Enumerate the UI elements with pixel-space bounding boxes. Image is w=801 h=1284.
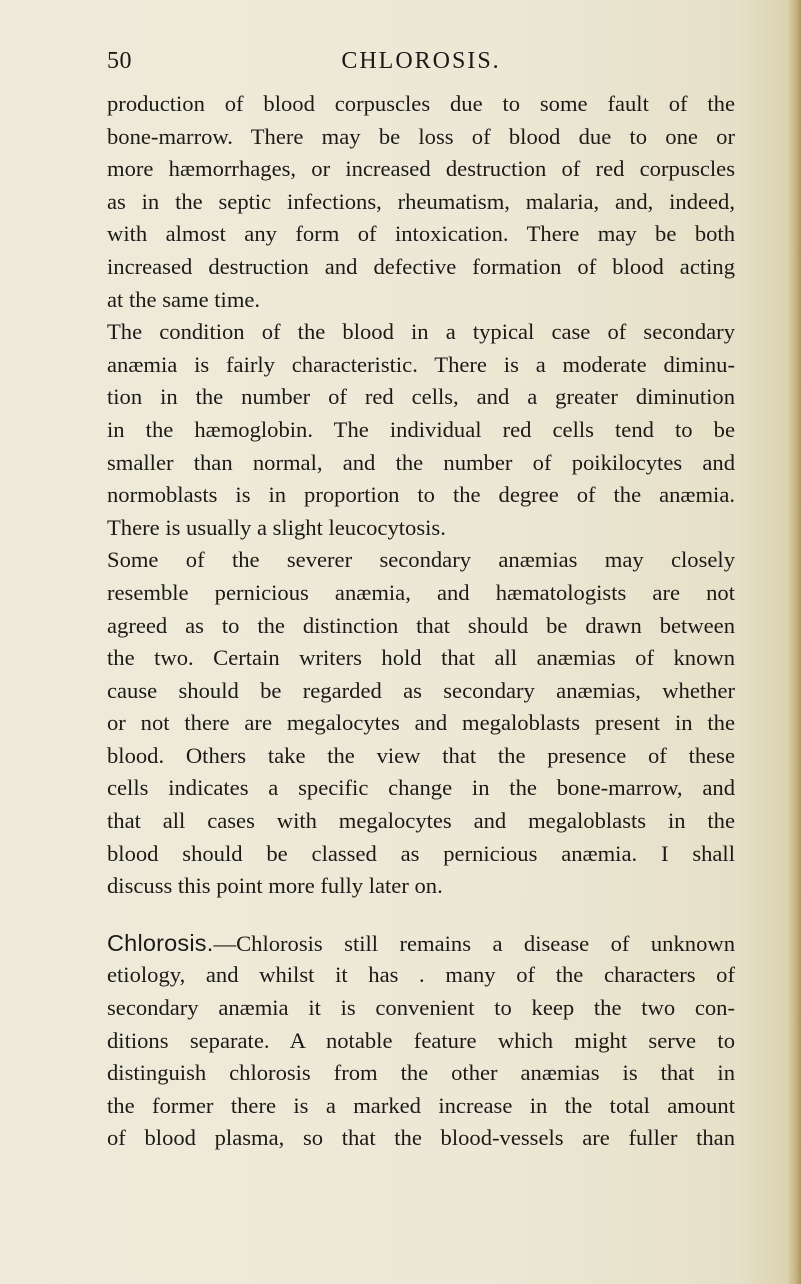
text-line: as in the septic infections, rheumatism, malaria, and, indeed, <box>107 188 735 214</box>
section-chlorosis <box>107 927 735 1155</box>
text-line: or not there are megalocytes and megaloblasts present in the <box>107 710 735 736</box>
text-line: at the same time. <box>107 286 261 312</box>
text-line: blood. Others take the view that the presence of these <box>107 742 735 768</box>
text-line: bone-marrow. There may be loss of blood due to one or <box>107 123 735 149</box>
text-line: discuss this point more fully later on. <box>107 873 443 899</box>
text-line: in the hæmoglobin. The individual red cells tend to be <box>107 416 735 442</box>
text-line: anæmia is fairly characteristic. There is a moderate diminu- <box>107 351 735 377</box>
text-line: more hæmorrhages, or increased destruction of red corpuscles <box>107 156 735 182</box>
text-line: the former there is a marked increase in the total amount <box>107 1092 735 1118</box>
text-line: production of blood corpuscles due to some fault of the <box>107 91 735 116</box>
text-line: blood should be classed as pernicious anæmia. I shall <box>107 840 735 866</box>
paragraph-blood-condition <box>107 316 735 544</box>
text-line: resemble pernicious anæmia, and hæmatologists are not <box>107 579 735 605</box>
running-title: CHLOROSIS. <box>341 48 501 74</box>
paragraph-causes <box>107 88 735 316</box>
text-line: that all cases with megalocytes and megaloblasts in the <box>107 808 735 834</box>
text-line: smaller than normal, and the number of poikilocytes and <box>107 449 735 475</box>
text-line: Some of the severer secondary anæmias may closely <box>107 547 735 573</box>
text-line: of blood plasma, so that the blood-vessels are fuller than <box>107 1125 735 1151</box>
text-line: normoblasts is in proportion to the degree of the anæmia. <box>107 482 735 508</box>
text-line: the two. Certain writers hold that all anæmias of known <box>107 645 735 671</box>
text-line: agreed as to the distinction that should be drawn between <box>107 612 735 638</box>
text-line: cells indicates a specific change in the bone-marrow, and <box>107 775 735 801</box>
text-line: increased destruction and defective formation of blood acting <box>107 253 735 279</box>
body-text <box>107 88 735 1155</box>
text-line: cause should be regarded as secondary anæmias, whether <box>107 677 735 703</box>
text-line: distinguish chlorosis from the other anæmias is that in <box>107 1060 735 1086</box>
text-line: etiology, and whilst it has . many of the characters of <box>107 962 735 988</box>
paragraph-severer-anaemias <box>107 544 735 903</box>
page-header <box>107 48 735 82</box>
text-line: with almost any form of intoxication. There may be both <box>107 221 735 247</box>
section-first-line <box>107 927 735 960</box>
page-number: 50 <box>107 48 132 74</box>
text-line: The condition of the blood in a typical case of secondary <box>107 319 735 345</box>
text-line: tion in the number of red cells, and a greater diminution <box>107 384 735 410</box>
text-line: ditions separate. A notable feature which might serve to <box>107 1027 735 1053</box>
text-line: secondary anæmia it is convenient to keep the two con- <box>107 995 735 1021</box>
section-heading: Chlorosis. <box>107 929 214 956</box>
section-first-line-text: —Chlorosis still remains a disease of unknown <box>213 930 735 956</box>
text-line: There is usually a slight leucocytosis. <box>107 514 446 540</box>
page-edge-shadow <box>787 0 801 1284</box>
